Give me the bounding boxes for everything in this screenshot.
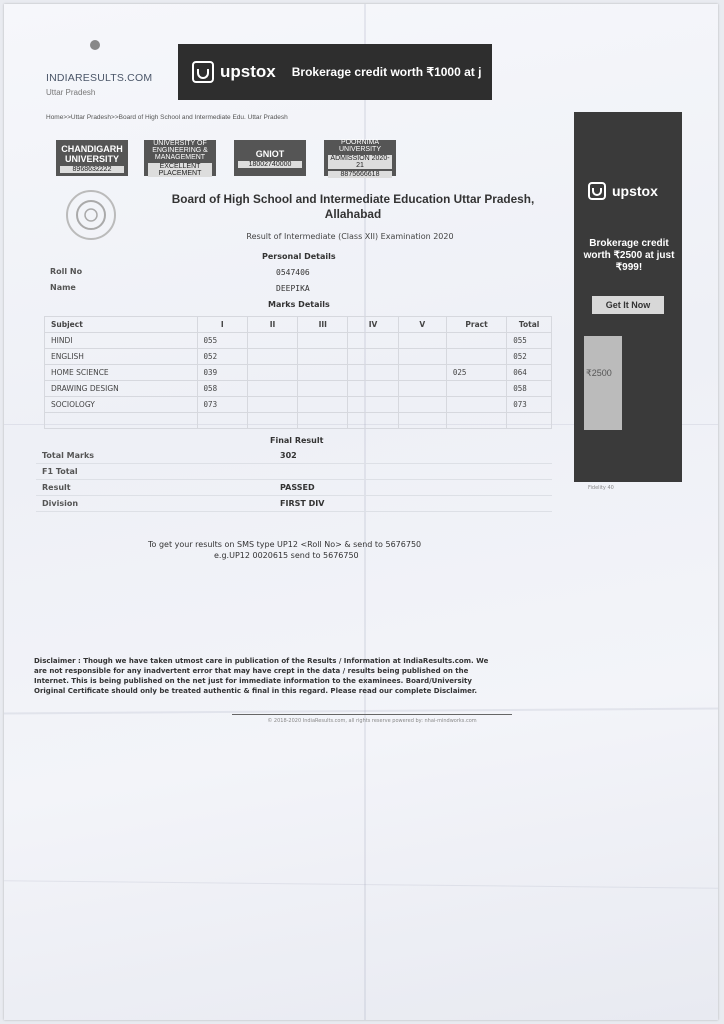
total-cell: 073 [507,397,552,413]
total-cell: 064 [507,365,552,381]
mark-cell [348,381,398,397]
mark-cell [398,381,446,397]
final-result-table [36,448,552,512]
top-ad-banner[interactable] [178,44,492,100]
mark-cell [348,349,398,365]
get-it-now-button[interactable]: Get It Now [592,296,664,314]
marks-header-row [45,317,552,333]
division-row [36,496,552,512]
result-value: PASSED [274,480,552,496]
ad-message: Brokerage credit worth ₹1000 at j [291,65,482,79]
table-row-empty [45,413,552,429]
mark-cell [247,349,297,365]
mark-cell [398,349,446,365]
pin-hole [90,40,100,50]
mark-cell [398,365,446,381]
f1-total-label: F1 Total [36,464,274,480]
col-iii: III [298,317,348,333]
copyright-text: © 2018-2020 IndiaResults.com, all rights reserve powered by: nhai-mindworks.com [267,718,477,724]
logo-tagline: ADMISSION 2020-21 [328,155,392,169]
side-ad-figure-image [584,336,622,430]
mark-cell [247,397,297,413]
upstox-logo-icon [588,182,606,200]
logo-name: CHANDIGARH UNIVERSITY [61,143,123,164]
pract-cell [446,349,506,365]
mark-cell: 073 [197,397,247,413]
name-label: Name [50,283,76,292]
logo-chandigarh-university[interactable] [56,140,128,176]
mark-cell [247,365,297,381]
mark-cell: 039 [197,365,247,381]
table-row [45,333,552,349]
side-ad-figure-label: ₹2500 [586,368,612,378]
logo-name: POORNIMA UNIVERSITY [338,138,381,153]
side-ad-message: Brokerage credit worth ₹2500 at just ₹999! [583,238,675,273]
table-row [45,349,552,365]
side-ad-banner[interactable] [574,112,682,482]
mark-cell: 052 [197,349,247,365]
col-subject: Subject [45,317,198,333]
col-iv: IV [348,317,398,333]
personal-details-heading: Personal Details [262,252,336,261]
total-marks-label: Total Marks [36,448,274,464]
mark-cell [398,397,446,413]
logo-gniot[interactable] [234,140,306,176]
roll-no-value: 0547406 [276,268,310,277]
mark-cell [348,397,398,413]
roll-no-label: Roll No [50,267,83,276]
mark-cell [298,381,348,397]
side-ad-footer: Fidelity 40 [588,485,614,491]
division-label: Division [36,496,274,512]
mark-cell [298,397,348,413]
logo-name: UNIVERSITY OF ENGINEERING & MANAGEMENT [152,139,208,161]
logo-tagline: EXCELLENT PLACEMENT [148,163,212,177]
marks-table [44,316,552,429]
result-row [36,480,552,496]
paper-crease [4,880,718,888]
mark-cell [298,349,348,365]
result-label: Result [36,480,274,496]
sms-example: e.g.UP12 0020615 send to 5676750 [214,551,359,560]
total-cell: 055 [507,333,552,349]
mark-cell [348,333,398,349]
mark-cell [247,333,297,349]
subject-cell: SOCIOLOGY [45,397,198,413]
exam-title: Result of Intermediate (Class XII) Examination 2020 [246,232,454,241]
col-pract: Pract [446,317,506,333]
upstox-logo-icon [192,61,214,83]
site-subtitle: Uttar Pradesh [46,88,96,97]
col-i: I [197,317,247,333]
division-value: FIRST DIV [274,496,552,512]
logo-name: GNIOT [255,148,285,159]
total-cell: 058 [507,381,552,397]
f1-total-row [36,464,552,480]
logo-phone: 18002740000 [238,161,302,168]
disclaimer-text: Disclaimer : Though we have taken utmost care in publication of the Results / Information at IndiaResults.com. We are not responsible for any inadvertent error that may have crept in the data / results being published on the Internet. This is being published on the net just for immediate information to the examinees. Board/University Original Certificate should only be treated authentic & final in this regard. Please read our complete Disclaimer. [34,657,489,695]
col-v: V [398,317,446,333]
subject-cell: ENGLISH [45,349,198,365]
marks-details-heading: Marks Details [268,300,330,309]
site-logo[interactable]: INDIARESULTS.COM [46,72,153,84]
board-emblem-icon [66,190,116,240]
sms-instruction: To get your results on SMS type UP12 <Roll No> & send to 5676750 [148,540,422,549]
total-marks-value: 302 [274,448,552,464]
total-marks-row [36,448,552,464]
table-row [45,365,552,381]
logo-phone: 8968632222 [60,166,124,173]
side-ad-brand-text: upstox [612,183,658,199]
pract-cell: 025 [446,365,506,381]
col-total: Total [507,317,552,333]
col-ii: II [247,317,297,333]
f1-total-value [274,464,552,480]
footer-divider [232,714,512,715]
mark-cell [298,365,348,381]
subject-cell: DRAWING DESIGN [45,381,198,397]
breadcrumb[interactable]: Home>>Uttar Pradesh>>Board of High School and Intermediate Edu. Uttar Pradesh [46,114,288,121]
table-row [45,397,552,413]
mark-cell: 055 [197,333,247,349]
subject-cell: HOME SCIENCE [45,365,198,381]
logo-phone: 8875666618 [328,171,392,178]
logo-uem[interactable] [144,140,216,176]
subject-cell: HINDI [45,333,198,349]
mark-cell [298,333,348,349]
table-row [45,381,552,397]
final-result-heading: Final Result [270,436,324,445]
name-value: DEEPIKA [276,284,310,293]
pract-cell [446,397,506,413]
pract-cell [446,333,506,349]
ad-brand: upstox [220,62,276,81]
total-cell: 052 [507,349,552,365]
mark-cell [398,333,446,349]
mark-cell [247,381,297,397]
pract-cell [446,381,506,397]
mark-cell [348,365,398,381]
logo-poornima[interactable] [324,140,396,176]
side-ad-brand [588,182,658,200]
mark-cell: 058 [197,381,247,397]
board-title: Board of High School and Intermediate Education Uttar Pradesh, Allahabad [171,192,535,221]
